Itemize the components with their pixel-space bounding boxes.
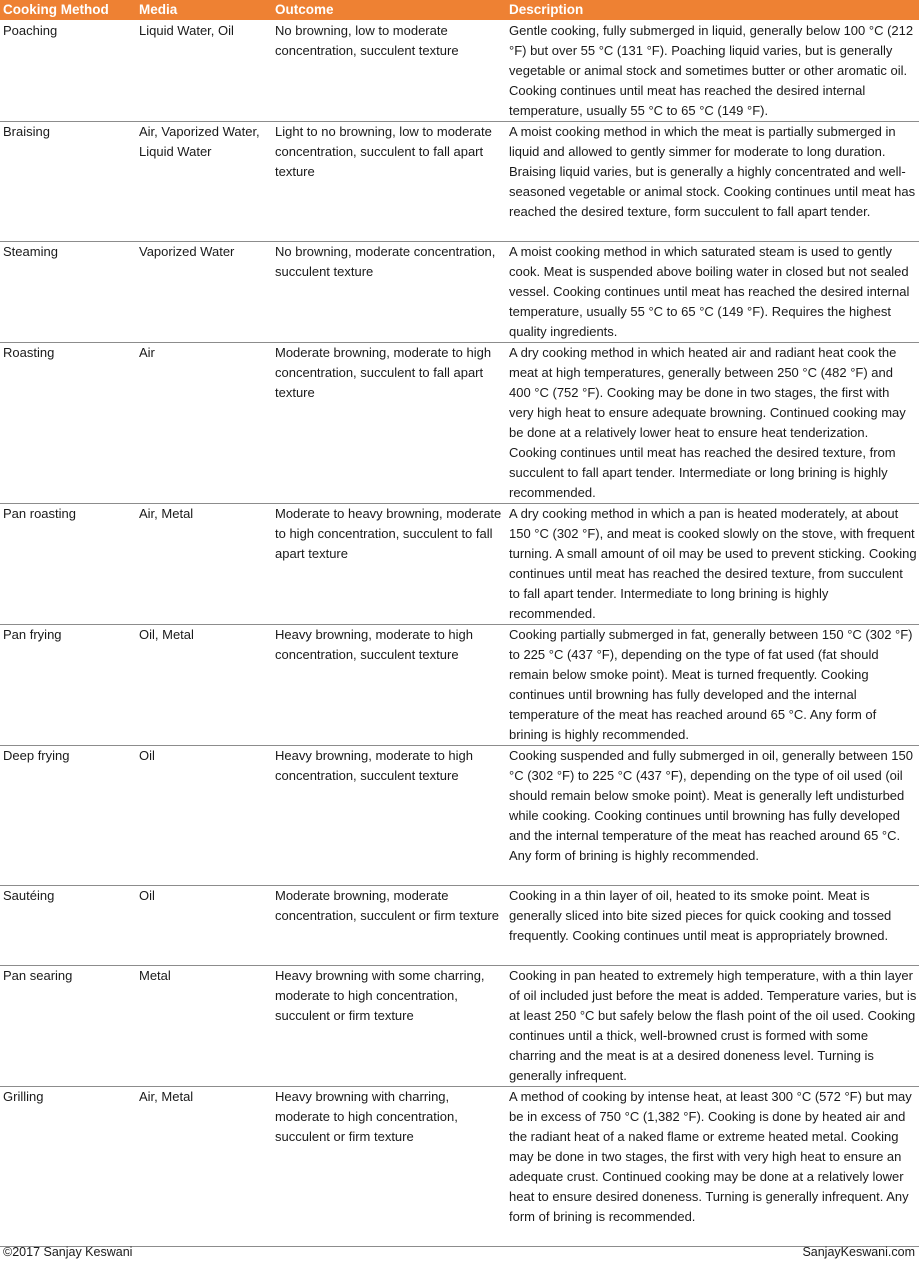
website-text: SanjayKeswani.com (802, 1245, 915, 1259)
table-row (0, 1087, 919, 1247)
table-row (0, 242, 919, 343)
cell-method: Poaching (0, 20, 136, 122)
cell-media: Vaporized Water (136, 242, 272, 343)
table-row (0, 20, 919, 122)
cell-outcome: Moderate browning, moderate concentration, succulent or firm texture (272, 886, 506, 966)
page-footer (0, 1242, 919, 1262)
table-row (0, 122, 919, 242)
cell-description: A moist cooking method in which the meat is partially submerged in liquid and allowed to gently simmer for moderate to long duration. Braising liquid varies, but is generally a highly concentrated and well-seasoned vegetable or animal stock. Cooking continues until meat has reached the desired texture, form succulent to fall apart tender. (506, 122, 919, 242)
cell-outcome: Heavy browning, moderate to high concentration, succulent texture (272, 625, 506, 746)
cell-description: Cooking in pan heated to extremely high temperature, with a thin layer of oil included just before the meat is added. Temperature varies, but is at least 250 °C but safely below the flash point of the oil used. Cooking continues until a thick, well-browned crust is formed with some charring and the meat is at a desired doneness level. Turning is generally infrequent. (506, 966, 919, 1087)
cell-description: Cooking suspended and fully submerged in oil, generally between 150 °C (302 °F) to 225 °C (437 °F), depending on the type of oil used (oil should remain below smoke point). Meat is generally left undisturbed while cooking. Cooking continues until browning has fully developed and the internal temperature of the meat has reached around 65 °C. Any form of brining is highly recommended. (506, 746, 919, 886)
cell-media: Metal (136, 966, 272, 1087)
header-media: Media (136, 0, 272, 20)
cell-description: Cooking partially submerged in fat, generally between 150 °C (302 °F) to 225 °C (437 °F), depending on the type of fat used (fat should remain below smoke point). Meat is turned frequently. Cooking continues until browning has fully developed and the internal temperature of the meat has reached around 65 °C. Any form of brining is highly recommended. (506, 625, 919, 746)
cell-method: Pan searing (0, 966, 136, 1087)
cell-description: A method of cooking by intense heat, at least 300 °C (572 °F) but may be in excess of 750 °C (1,382 °F). Cooking is done by heated air and the radiant heat of a naked flame or extreme heated metal. Cooking may be done in two stages, the first with very high heat to ensure an adequate crust. Continued cooking may be done at a relatively lower heat to ensure desired doneness. Turning is generally infrequent. Any form of brining is recommended. (506, 1087, 919, 1247)
cell-outcome: No browning, low to moderate concentration, succulent texture (272, 20, 506, 122)
cell-description: A moist cooking method in which saturated steam is used to gently cook. Meat is suspended above boiling water in closed but not sealed vessel. Cooking continues until meat has reached the desired internal temperature, usually 55 °C to 65 °C (149 °F). Requires the highest quality ingredients. (506, 242, 919, 343)
header-description: Description (506, 0, 919, 20)
cell-outcome: Heavy browning, moderate to high concentration, succulent texture (272, 746, 506, 886)
cell-method: Pan frying (0, 625, 136, 746)
cell-method: Pan roasting (0, 504, 136, 625)
cell-media: Oil (136, 886, 272, 966)
table-row (0, 966, 919, 1087)
cell-outcome: Heavy browning with charring, moderate to high concentration, succulent or firm texture (272, 1087, 506, 1247)
copyright-text: ©2017 Sanjay Keswani (3, 1245, 133, 1259)
cell-outcome: Moderate to heavy browning, moderate to high concentration, succulent to fall apart texture (272, 504, 506, 625)
table-row (0, 625, 919, 746)
cell-media: Oil (136, 746, 272, 886)
cell-media: Air, Metal (136, 504, 272, 625)
cell-method: Grilling (0, 1087, 136, 1247)
cell-method: Steaming (0, 242, 136, 343)
table-row (0, 886, 919, 966)
header-outcome: Outcome (272, 0, 506, 20)
cell-method: Sautéing (0, 886, 136, 966)
table-row (0, 504, 919, 625)
cell-description: Cooking in a thin layer of oil, heated to its smoke point. Meat is generally sliced into bite sized pieces for quick cooking and tossed frequently. Cooking continues until meat is appropriately browned. (506, 886, 919, 966)
table-row (0, 343, 919, 504)
cell-media: Air, Metal (136, 1087, 272, 1247)
cell-outcome: Light to no browning, low to moderate concentration, succulent to fall apart texture (272, 122, 506, 242)
cell-description: A dry cooking method in which a pan is heated moderately, at about 150 °C (302 °F), and meat is cooked slowly on the stove, with frequent turning. A small amount of oil may be used to prevent sticking. Cooking continues until meat has reached the desired texture, from succulent to fall apart tender. Intermediate to long brining is highly recommended. (506, 504, 919, 625)
cell-media: Air (136, 343, 272, 504)
cell-method: Braising (0, 122, 136, 242)
cell-outcome: No browning, moderate concentration, succulent texture (272, 242, 506, 343)
cell-method: Deep frying (0, 746, 136, 886)
cell-media: Liquid Water, Oil (136, 20, 272, 122)
header-row (0, 0, 919, 20)
cell-media: Oil, Metal (136, 625, 272, 746)
table-row (0, 746, 919, 886)
cell-description: Gentle cooking, fully submerged in liquid, generally below 100 °C (212 °F) but over 55 °C (131 °F). Poaching liquid varies, but is generally vegetable or animal stock and sometimes butter or other aromatic oil. Cooking continues until meat has reached the desired internal temperature, usually 55 °C to 65 °C (149 °F). (506, 20, 919, 122)
cell-outcome: Heavy browning with some charring, moderate to high concentration, succulent or firm texture (272, 966, 506, 1087)
cell-outcome: Moderate browning, moderate to high concentration, succulent to fall apart texture (272, 343, 506, 504)
cell-method: Roasting (0, 343, 136, 504)
cell-description: A dry cooking method in which heated air and radiant heat cook the meat at high temperatures, generally between 250 °C (482 °F) and 400 °C (752 °F). Cooking may be done in two stages, the first with very high heat to ensure adequate browning. Continued cooking may be done at a relatively lower heat to ensure heat tenderization. Cooking continues until meat has reached the desired texture, from succulent to fall apart tender. Intermediate or long brining is highly recommended. (506, 343, 919, 504)
cell-media: Air, Vaporized Water, Liquid Water (136, 122, 272, 242)
header-cooking-method: Cooking Method (0, 0, 136, 20)
